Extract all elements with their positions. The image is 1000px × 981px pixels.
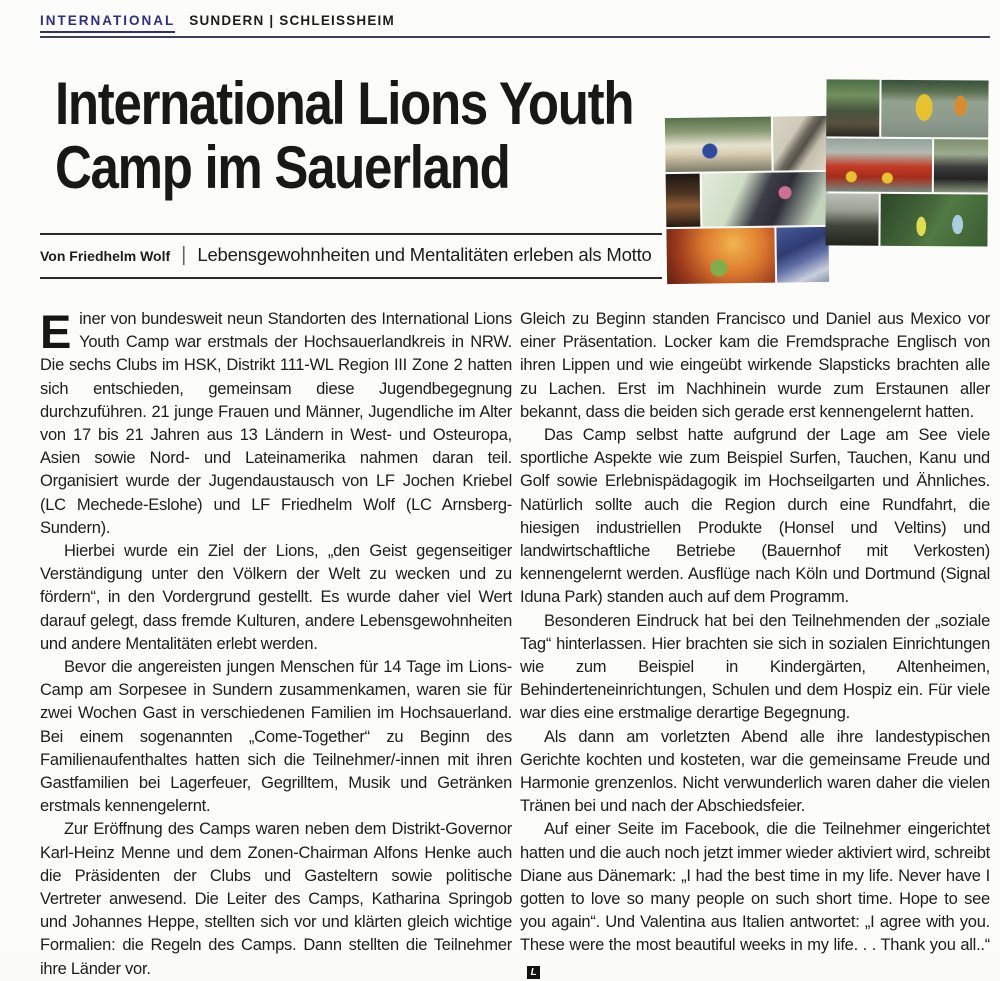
photo-church-interior xyxy=(666,174,701,227)
byline-separator: | xyxy=(181,244,187,266)
article-paragraph: Bevor die angereisten jungen Menschen für 14 Tage im Lions-Camp am Sorpesee in Sundern zusammenkamen, waren sie für zwei Wochen Gast in verschiedenen Familien im Hochsauerland. Bei einem sogenannten „Come-Together“ zu Beginn des Familienaufenthaltes hatten sich die Teilnehmer/-innen mit ihren Gastfamilien bei Lagerfeuer, Gegrilltem, Musik und Getränken erstmals kennengelernt. xyxy=(40,658,512,816)
photo-collage xyxy=(663,80,993,290)
article-paragraph: Besonderen Eindruck hat bei den Teilnehmenden der „soziale Tag“ hinterlassen. Hier brachten sie sich in sozialen Einrichtungen wie zum Beispiel in Kindergärten, Altenheimen, Behinderteneinrichtungen, Schulen und dem Hospiz ein. Für viele war dies eine erstmalige derartige Begegnung. xyxy=(520,611,990,723)
byline xyxy=(40,233,662,279)
article-paragraph: Hierbei wurde ein Ziel der Lions, „den Geist gegenseitiger Verständigung unter den Völkern der Welt zu wecken und zu fördern“, in den Vordergrund gestellt. Es wurde daher viel Wert darauf gelegt, dass fremde Kulturen, andere Lebensgewohnheiten und andere Mentalitäten erlebt werden. xyxy=(40,542,512,653)
photo-high-ropes-course xyxy=(825,193,878,245)
photo-party-evening xyxy=(666,228,775,285)
article-paragraph: Das Camp selbst hatte aufgrund der Lage am See viele sportliche Aspekte wie zum Beispiel Surfen, Tauchen, Kanu und Golf sowie Erlebnispädagogik im Hochseilgarten und Ähnliches. Natürlich sollte auch die Region durch eine Rundfahrt, die hiesigen industriellen Produkte (Honsel und Veltins) und landwirtschaftliche Betriebe (Bauernhof mit Verkosten) kennengelernt werden. Ausflüge nach Köln und Dortmund (Signal Iduna Park) standen auch auf dem Programm. xyxy=(520,426,990,607)
photo-windsurfing xyxy=(881,80,988,138)
paragraph-text: Auf einer Seite im Facebook, die die Teilnehmer eingerichtet hatten und die auch noch jetzt immer wieder aktiviert wird, schreibt Diane aus Dänemark: „I had the best time in my life. Never have I gotten to love so many people on such short time. Hope to see you again“. Und Valentina aus Italien antwortet: „I agree with you. These were the most beautiful weeks in my life. . . Thank you all..“ xyxy=(520,820,990,955)
article-paragraph xyxy=(520,818,990,980)
photo-group-with-lions-banner xyxy=(665,117,772,172)
photo-collage-right-group xyxy=(825,79,990,246)
photo-forest-hike xyxy=(826,79,879,136)
article-paragraph: Gleich zu Beginn standen Francisco und Daniel aus Mexico vor einer Präsentation. Locker kam die Fremdsprache Englisch von ihren Lippen und wie eingeübt wirkende Slapsticks brachten alle zu Lachen. Erst im Nachhinein wurde zum Erstaunen aller bekannt, dass die beiden sich gerade erst kennengelernt hatten. xyxy=(520,310,990,421)
photo-archery xyxy=(880,194,987,247)
photo-divers xyxy=(934,139,988,192)
photo-collage-left-group xyxy=(665,116,831,285)
article-paragraph: Zur Eröffnung des Camps waren neben dem Distrikt-Governor Karl-Heinz Menne und dem Zonen-Chairman Alfons Henke auch die Präsidenten der Clubs und Gasteltern sowie politische Vertreter anwesend. Die Leiter des Camps, Katharina Springob und Johannes Heppe, stellten sich vor und klärten gleich wichtige Formalien: die Regeln des Camps. Dann stellten die Teilnehmer ihre Länder vor. xyxy=(40,820,512,978)
paragraph-text: iner von bundesweit neun Standorten des International Lions Youth Camp war erstmals der Hochsauerlandkreis in NRW. Die sechs Clubs im HSK, Distrikt 111-WL Region III Zone 2 hatten sich entschieden, gemeinsam diese Jugendbegegnung durchzuführen. 21 junge Frauen und Männer, Jugendliche im Alter von 17 bis 21 Jahren aus 13 Ländern in West- und Osteuropa, Asien sowie Nord- und Lateinamerika nahmen daran teil. Organisiert wurde der Jugendaustausch von LF Jochen Kriebel (LC Mechede-Eslohe) und LF Friedhelm Wolf (LC Arnsberg-Sundern). xyxy=(40,310,512,537)
photo-blue-crew xyxy=(776,227,829,283)
photo-wall-sign xyxy=(773,116,828,171)
headline-line2: Camp im Sauerland xyxy=(55,134,510,201)
byline-motto: Lebensgewohnheiten und Mentalitäten erleben als Motto xyxy=(197,244,652,265)
article-paragraph: Als dann am vorletzten Abend alle ihre landestypischen Gerichte kochten und kosteten, war die gemeinsame Freude und Harmonie grenzenlos. Nicht verwunderlich waren daher die vielen Tränen bei und nach der Abschiedsfeier. xyxy=(520,727,990,816)
byline-author: Von Friedhelm Wolf xyxy=(40,248,171,264)
headline-line1: International Lions Youth xyxy=(55,70,634,137)
article-paragraph xyxy=(40,305,512,540)
masthead xyxy=(40,13,990,38)
photo-canoe-tour xyxy=(826,138,932,192)
article-column-left xyxy=(40,305,512,981)
section-label: INTERNATIONAL xyxy=(40,13,175,33)
subsection-label: SUNDERN | SCHLEISSHEIM xyxy=(189,13,395,28)
article-column-right xyxy=(520,308,990,981)
photo-two-girls xyxy=(702,172,829,227)
lions-end-mark-icon: L xyxy=(527,966,540,979)
page-title xyxy=(55,72,735,200)
drop-cap: E xyxy=(40,305,72,358)
